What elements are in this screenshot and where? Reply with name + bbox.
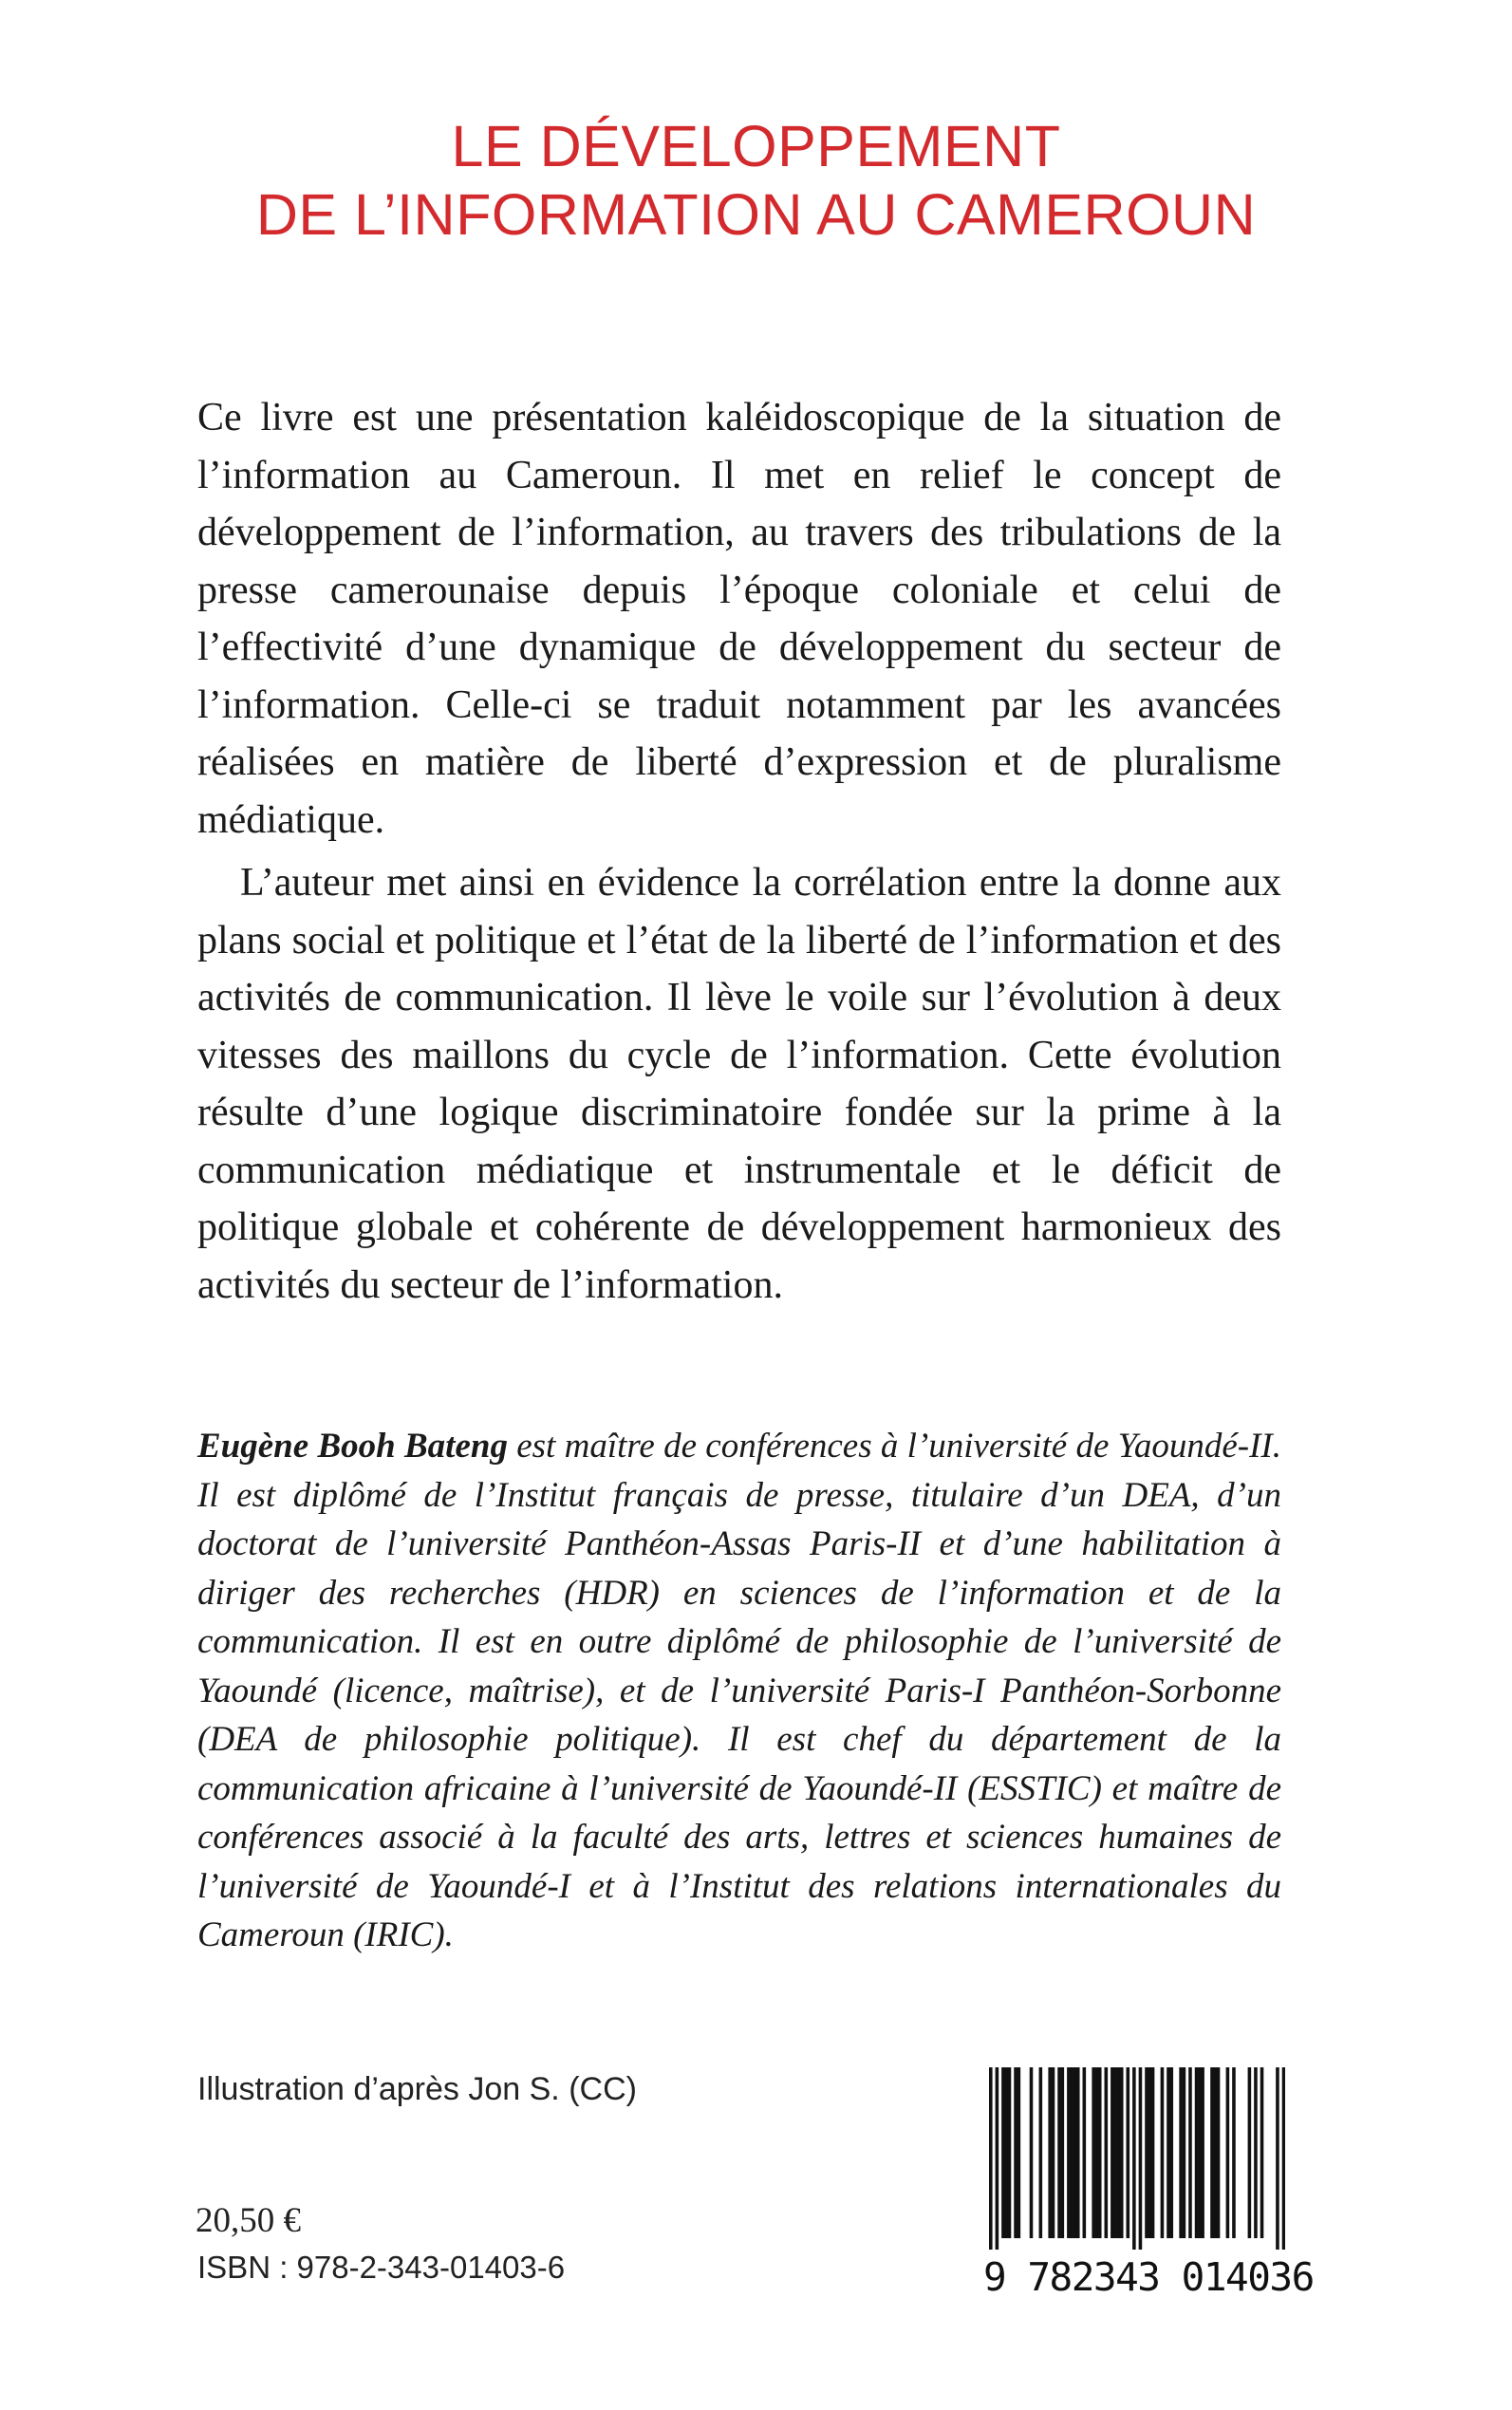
barcode-bar [1095,2067,1099,2238]
barcode-bar [1127,2067,1130,2238]
isbn: ISBN : 978-2-343-01403-6 [197,2250,566,2285]
summary-paragraph-2: L’auteur met ainsi en évidence la corrélation entre la donne aux plans social et politique et l’état de la liberté de l’information et des activités de communication. Il lève le voile sur l’évolution à deux vitesses des maillons du cycle de l’information. Cette évolution résulte d’une logique discriminatoire fondée sur la prime à la communication médiatique et instrumentale et le déficit de politique globale et cohérente de développement harmonieux des activités du secteur de l’information. [197,861,1281,1307]
barcode-bar [1198,2067,1202,2238]
book-title [0,112,1512,249]
barcode-bar [1161,2067,1165,2238]
barcode-bar [1014,2067,1017,2238]
barcode-bar [1070,2067,1073,2238]
barcode-bar [1226,2067,1230,2238]
barcode-bar [1001,2067,1005,2238]
barcode-bar [1073,2067,1077,2238]
barcode-bar [989,2067,993,2250]
author-biography [197,1422,1281,1960]
barcode-bar [1030,2067,1034,2238]
barcode-bar [1188,2067,1192,2238]
barcode-digits: 9 782343 014036 [983,2254,1314,2300]
barcode-bar [1057,2067,1061,2238]
author-bio-text: est maître de conférences à l’université de Yaoundé-II. Il est diplômé de l’Institut français de presse, titulaire d’un DEA, d’un doctorat de l’université Panthéon-Assas Paris-II et d’une habilitation à diriger des recherches (HDR) en sciences de l’information et de la communication. Il est en outre diplômé de philosophie de l’université de Yaoundé (licence, maîtrise), et de l’université Paris-I Panthéon-Sorbonne (DEA de philosophie politique). Il est chef du département de la communication africaine à l’université de Yaoundé-II (ESSTIC) et maître de conférences associé à la faculté des arts, lettres et sciences humaines de l’université de Yaoundé-I et à l’Institut des relations internationales du Cameroun (IRIC). [197,1427,1281,1954]
barcode-bar [1076,2067,1080,2238]
barcode-bar [1195,2067,1199,2238]
barcode-bar [1039,2067,1043,2238]
barcode-bar [1183,2067,1186,2238]
barcode-bar [1117,2067,1121,2238]
barcode-bar [1210,2067,1214,2238]
barcode-bar [1201,2067,1204,2238]
barcode-bar [1148,2067,1151,2238]
summary-paragraph-1: Ce livre est une présentation kaléidoscopique de la situation de l’information au Cameroun. Il met en relief le concept de développement de l’information, au travers des tribulations de la presse camerounaise depuis l’époque coloniale et celui de l’effectivité d’une dynamique de développement du secteur de l’information. Celle-ci se traduit notamment par les avancées réalisées en matière de liberté d’expression et de pluralisme médiatique. [197,396,1281,842]
barcode-bar [1061,2067,1065,2238]
barcode-bar [1282,2067,1285,2250]
title-line-1: LE DÉVELOPPEMENT [451,114,1061,178]
barcode-bar [1008,2067,1012,2238]
price: 20,50 € [196,2201,301,2240]
barcode-bar [1098,2067,1102,2238]
barcode-bar [1017,2067,1021,2238]
barcode-bar [1248,2067,1252,2238]
barcode-bar [1276,2067,1279,2250]
author-bio-paragraph [197,1422,1281,1960]
barcode-bar [1132,2067,1136,2250]
barcode-bar [1254,2067,1258,2238]
illustration-credit: Illustration d’après Jon S. (CC) [197,2071,637,2107]
book-summary [197,389,1281,1314]
barcode-bar [1004,2067,1008,2238]
barcode-bar [996,2067,999,2250]
barcode-bar [1169,2067,1173,2238]
barcode-bar [1048,2067,1052,2238]
barcode-bar [1111,2067,1114,2238]
barcode-bar [1260,2067,1264,2238]
barcode-bar [1217,2067,1221,2238]
barcode-bar [1092,2067,1095,2238]
author-name: Eugène Booh Bateng [197,1427,508,1466]
barcode-bar [1151,2067,1155,2238]
title-line-2: DE L’INFORMATION AU CAMEROUN [255,182,1257,247]
barcode-bar [1105,2067,1109,2238]
barcode-bar [1179,2067,1183,2238]
barcode-bar [1145,2067,1148,2238]
barcode-bar [1167,2067,1170,2238]
barcode-bar [1113,2067,1117,2238]
barcode-bars [989,2067,1285,2250]
barcode-bar [1120,2067,1124,2238]
barcode-bar [1232,2067,1236,2238]
barcode-bar [1083,2067,1087,2238]
barcode-bar [1213,2067,1217,2238]
barcode-bar [1052,2067,1055,2238]
barcode-bar [1139,2067,1143,2250]
barcode-bar [1067,2067,1071,2238]
